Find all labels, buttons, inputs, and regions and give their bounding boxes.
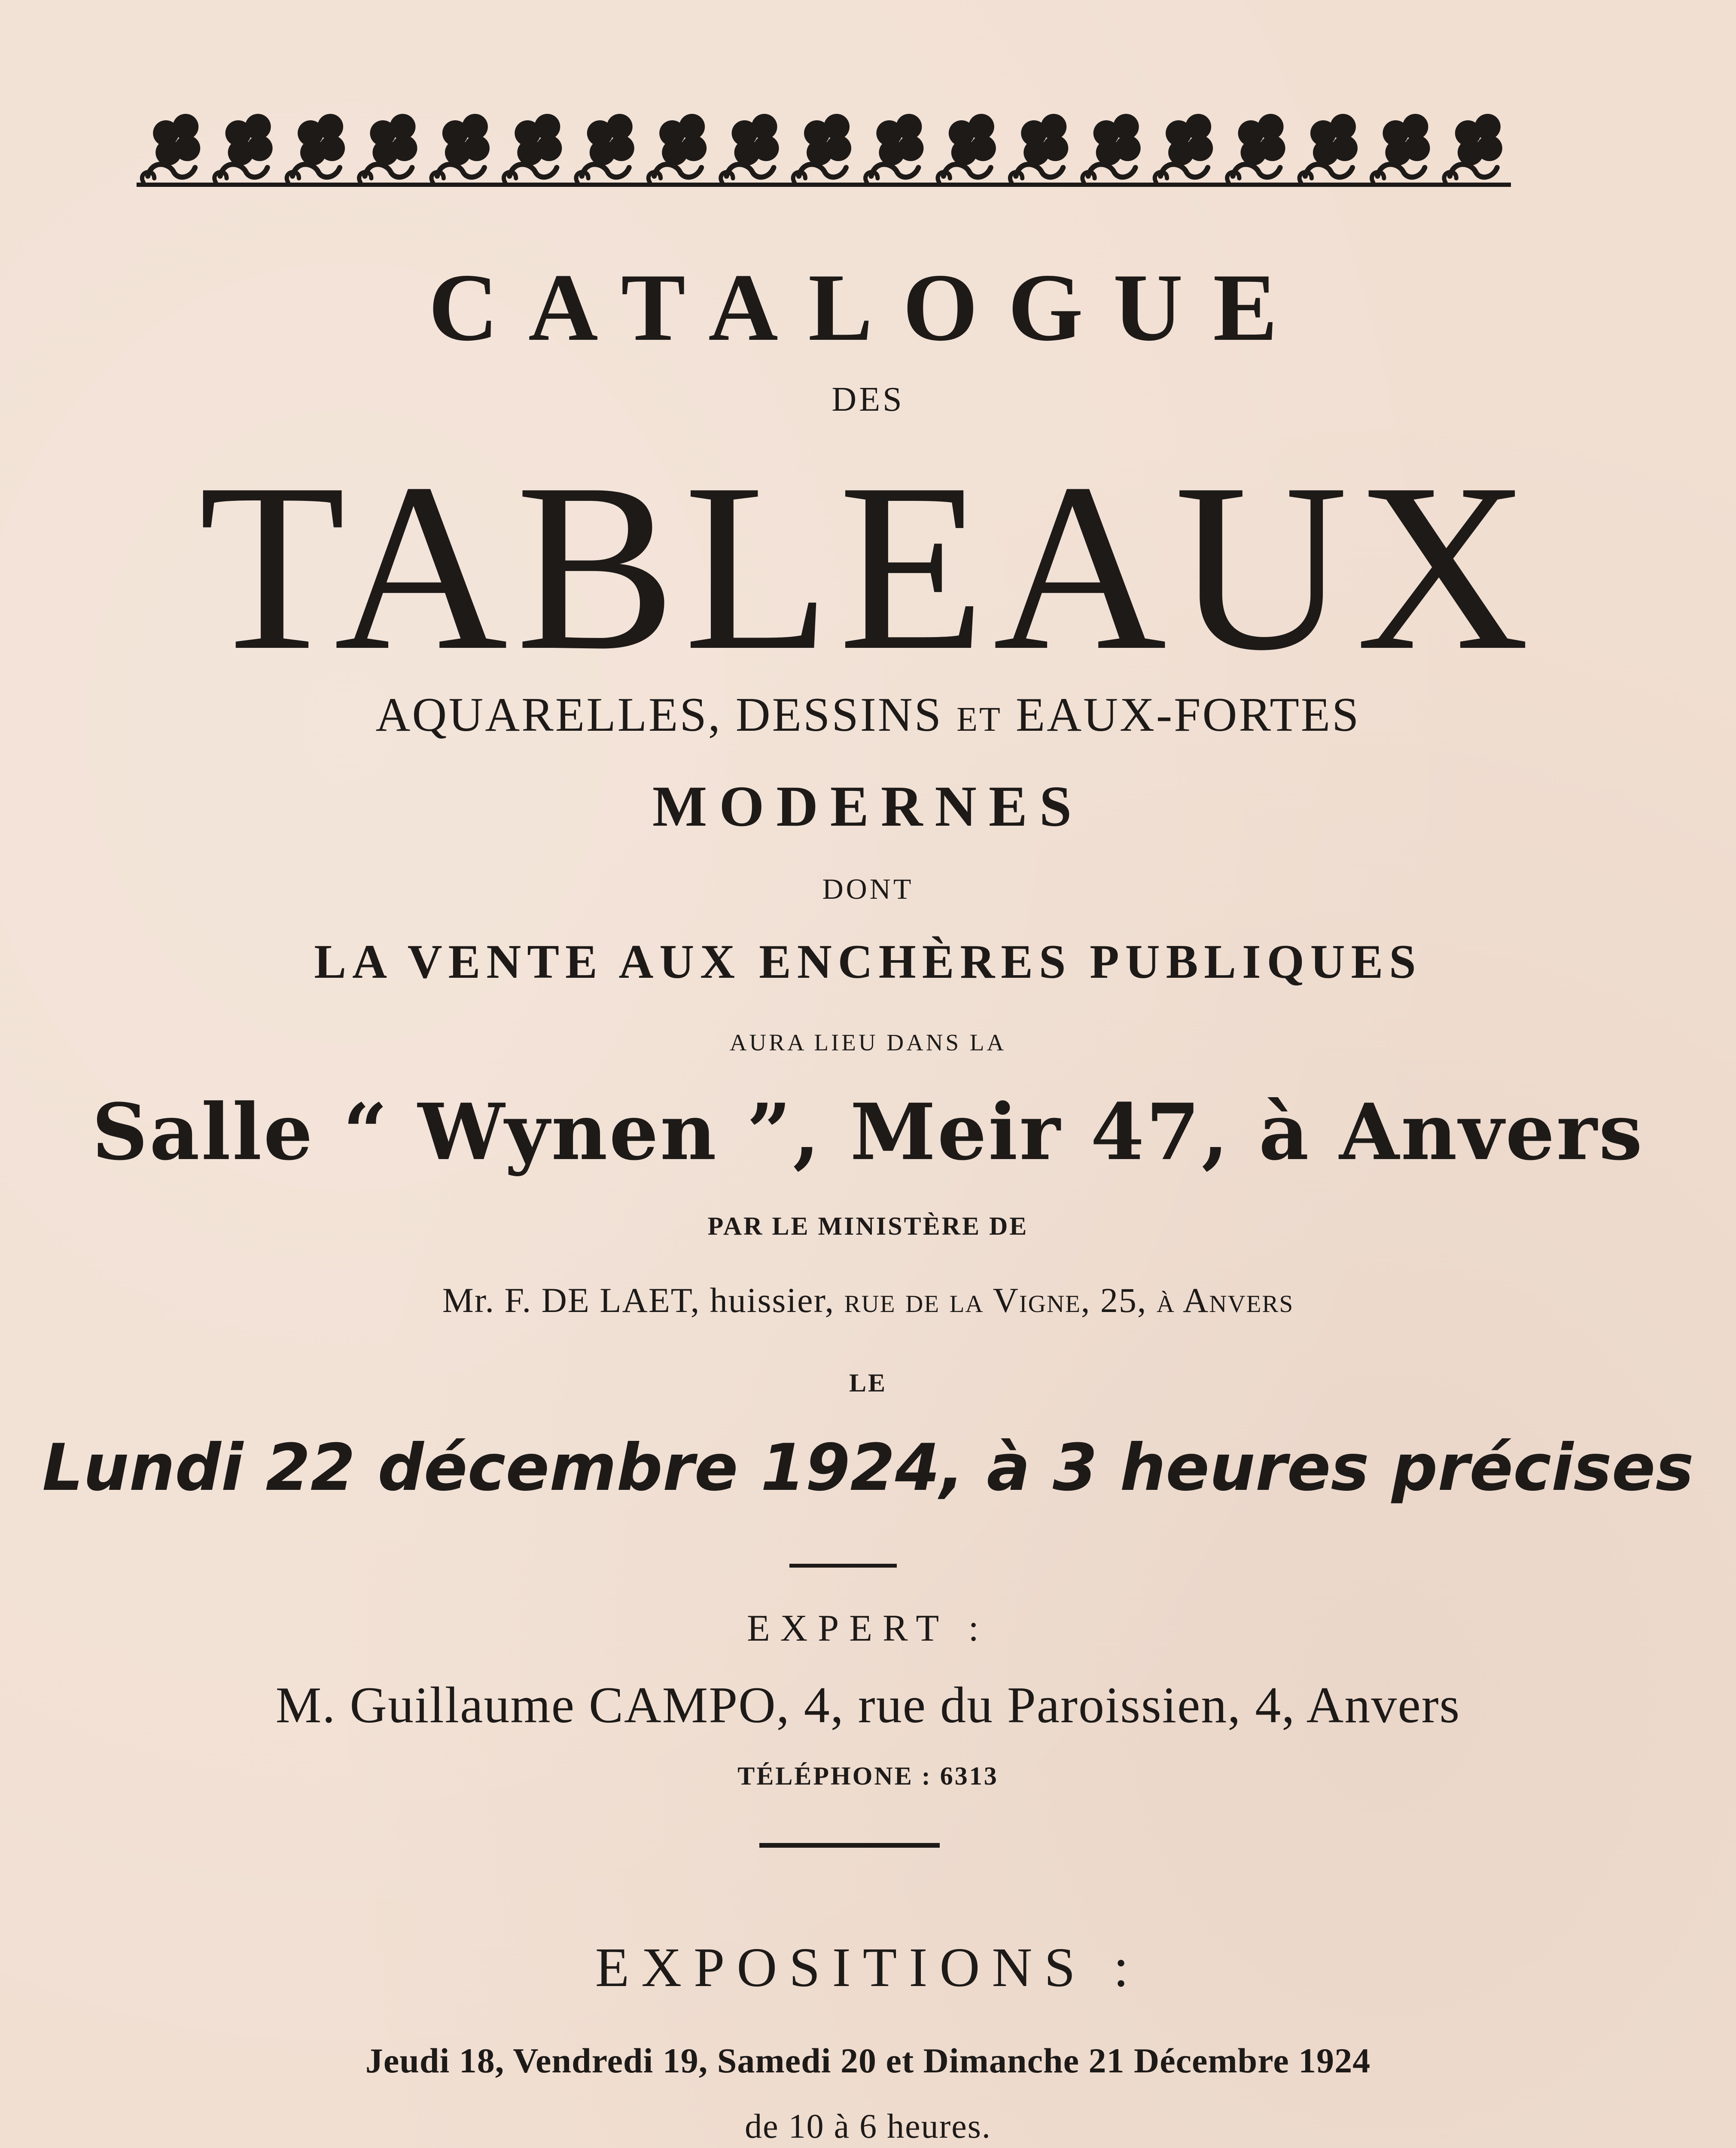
- huissier-address: rue de la Vigne, 25, à Anvers: [844, 1281, 1294, 1320]
- trefoil-motif: [649, 114, 707, 183]
- expert-label: EXPERT :: [746, 1608, 990, 1649]
- expositions-hours: de 10 à 6 heures.: [745, 2108, 991, 2145]
- trefoil-motif: [721, 114, 779, 183]
- le-text: LE: [849, 1369, 887, 1397]
- trefoil-motif: [1300, 114, 1358, 183]
- vente-heading: LA VENTE AUX ENCHÈRES PUBLIQUES: [314, 935, 1422, 989]
- trefoil-motif: [938, 114, 996, 183]
- trefoil-motif: [1082, 114, 1140, 183]
- sale-date: Lundi 22 décembre 1924, à 3 heures précises: [42, 1431, 1694, 1505]
- tableaux-title: TABLEAUX: [198, 434, 1538, 700]
- divider-rule-1: [789, 1564, 897, 1568]
- par-ministere-text: PAR LE MINISTÈRE DE: [707, 1212, 1029, 1240]
- trefoil-motif: [287, 114, 345, 183]
- aquarelles-line: [0, 687, 1736, 743]
- trefoil-motif: [1227, 114, 1285, 183]
- modernes-heading: MODERNES: [652, 775, 1084, 839]
- huissier-name: Mr. F. DE LAET, huissier,: [442, 1281, 844, 1320]
- aquarelles-et: ET: [956, 701, 1002, 738]
- trefoil-motif: [793, 114, 851, 183]
- aquarelles-part1: AQUARELLES, DESSINS: [375, 688, 943, 741]
- trefoil-motif: [142, 114, 200, 183]
- expositions-dates: Jeudi 18, Vendredi 19, Samedi 20 et Dimanche 21 Décembre 1924: [365, 2041, 1371, 2080]
- trefoil-motif: [865, 114, 923, 183]
- top-rule: [137, 183, 1511, 187]
- trefoil-motif: [214, 114, 272, 183]
- catalogue-heading: CATALOGUE: [428, 253, 1308, 361]
- aura-lieu-text: AURA LIEU DANS LA: [729, 1029, 1007, 1056]
- expert-name: M. Guillaume CAMPO, 4, rue du Paroissien, 4, Anvers: [275, 1676, 1461, 1733]
- trefoil-motif: [1444, 114, 1502, 183]
- divider-rule-2: [759, 1843, 940, 1848]
- telephone-text: TÉLÉPHONE : 6313: [737, 1762, 999, 1790]
- trefoil-motif: [359, 114, 417, 183]
- trefoil-motif: [576, 114, 634, 183]
- dont-text: DONT: [822, 873, 914, 905]
- huissier-line: [0, 1280, 1736, 1321]
- trefoil-motif: [1155, 114, 1213, 183]
- aquarelles-part2: EAUX-FORTES: [1015, 688, 1361, 741]
- trefoil-motif: [432, 114, 490, 183]
- salle-location: Salle “ Wynen ”, Meir 47, à Anvers: [92, 1087, 1644, 1178]
- trefoil-motif: [504, 114, 562, 183]
- expositions-heading: EXPOSITIONS :: [595, 1937, 1141, 1998]
- trefoil-motif: [1010, 114, 1068, 183]
- des-text: DES: [831, 381, 905, 418]
- trefoil-motif: [1372, 114, 1430, 183]
